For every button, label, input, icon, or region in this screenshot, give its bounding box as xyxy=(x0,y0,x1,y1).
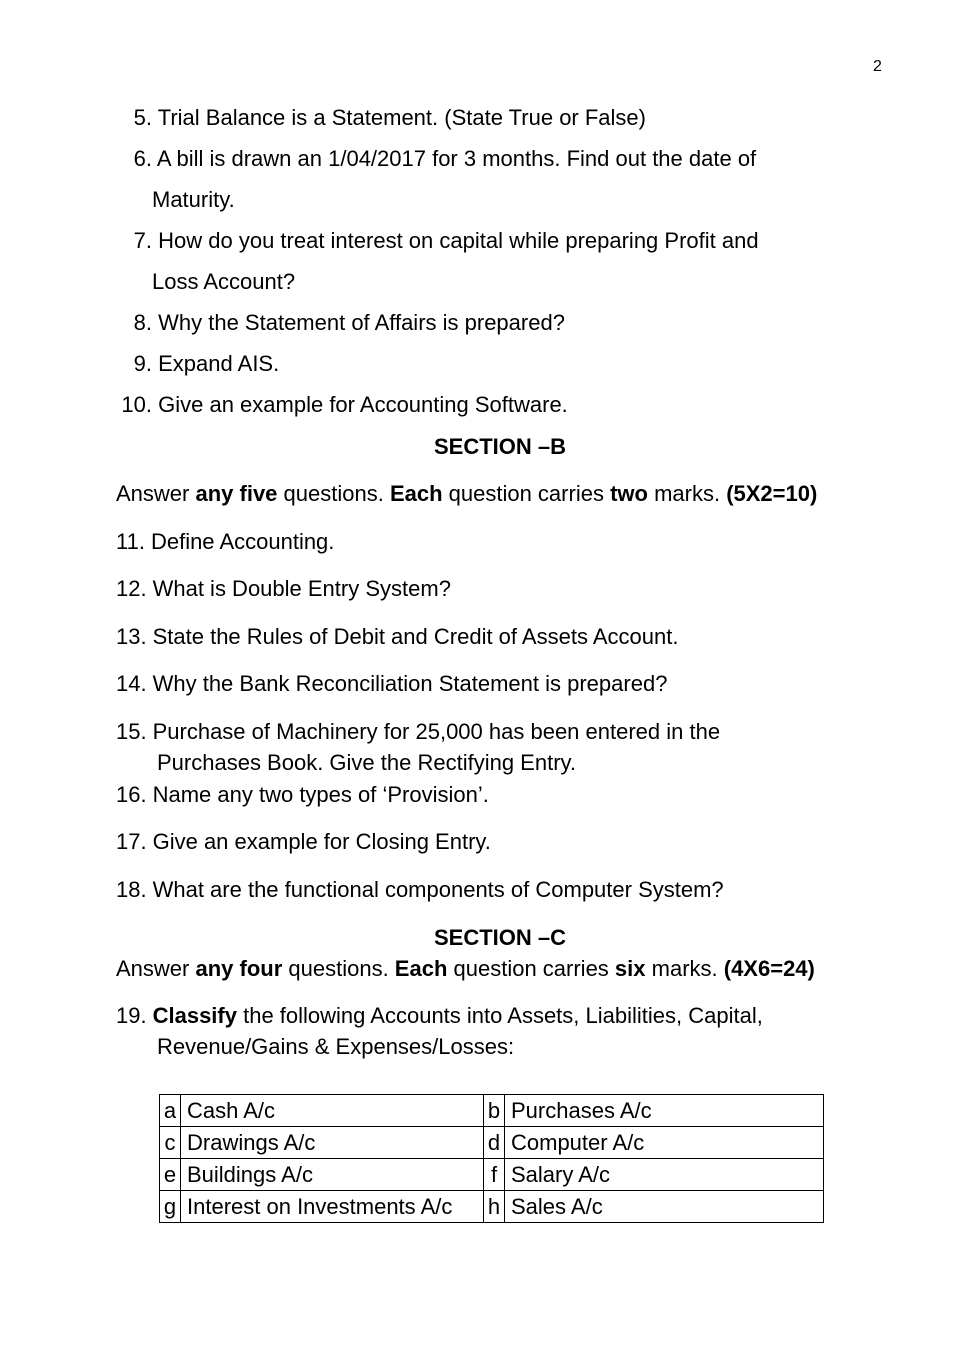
table-cell-account: Sales A/c xyxy=(505,1191,824,1223)
question-text: Why the Bank Reconciliation Statement is prepared? xyxy=(152,671,668,696)
question-text: Give an example for Accounting Software. xyxy=(158,392,568,417)
instruction-bold: Each xyxy=(389,481,443,506)
table-cell-account: Cash A/c xyxy=(181,1095,484,1127)
table-cell-letter: c xyxy=(160,1127,181,1159)
section-c-title: SECTION –C xyxy=(433,925,567,950)
instruction-text: question carries xyxy=(447,956,615,981)
section-c-instruction xyxy=(116,954,815,984)
table-cell-letter: b xyxy=(484,1095,505,1127)
question-number: 6. xyxy=(133,146,152,171)
question-9 xyxy=(116,349,279,379)
instruction-text: Answer xyxy=(116,481,196,506)
question-16 xyxy=(116,780,489,810)
accounts-table xyxy=(159,1094,824,1223)
marks-summary: (5X2=10) xyxy=(726,481,818,506)
question-text-continued: Revenue/Gains & Expenses/Losses: xyxy=(157,1034,515,1059)
section-b-instruction xyxy=(116,479,817,509)
question-text: Trial Balance is a Statement. (State True or False) xyxy=(157,105,646,130)
question-8 xyxy=(116,308,565,338)
question-number: 11. xyxy=(116,529,145,554)
table-cell-account: Computer A/c xyxy=(505,1127,824,1159)
question-11 xyxy=(116,527,334,557)
question-text: What is Double Entry System? xyxy=(152,576,451,601)
question-text-continued: Maturity. xyxy=(152,187,235,212)
question-number: 12. xyxy=(116,576,147,601)
question-13 xyxy=(116,622,678,652)
question-text: State the Rules of Debit and Credit of Assets Account. xyxy=(152,624,679,649)
instruction-text: question carries xyxy=(442,481,611,506)
table-cell-letter: a xyxy=(160,1095,181,1127)
table-row xyxy=(160,1095,824,1127)
question-number: 16. xyxy=(116,782,147,807)
instruction-text: questions. xyxy=(277,481,390,506)
question-number: 5. xyxy=(133,105,152,130)
question-number: 19. xyxy=(116,1003,147,1028)
question-number: 13. xyxy=(116,624,147,649)
instruction-text: Answer xyxy=(116,956,196,981)
marks-summary: (4X6=24) xyxy=(723,956,815,981)
table-row xyxy=(160,1127,824,1159)
question-number: 17. xyxy=(116,829,147,854)
question-text: Define Accounting. xyxy=(150,529,335,554)
table-cell-letter: e xyxy=(160,1159,181,1191)
table-cell-letter: d xyxy=(484,1127,505,1159)
question-number: 9. xyxy=(133,351,152,376)
question-6 xyxy=(116,144,756,174)
question-text: Give an example for Closing Entry. xyxy=(152,829,491,854)
question-7 xyxy=(116,226,759,256)
question-number: 18. xyxy=(116,877,147,902)
instruction-bold: Each xyxy=(394,956,448,981)
question-12 xyxy=(116,574,451,604)
question-18 xyxy=(116,875,724,905)
question-14 xyxy=(116,669,667,699)
question-number: 7. xyxy=(133,228,152,253)
question-number: 14. xyxy=(116,671,147,696)
instruction-text: marks. xyxy=(647,481,727,506)
question-19 xyxy=(116,1001,763,1031)
instruction-text: questions. xyxy=(282,956,395,981)
table-cell-letter: h xyxy=(484,1191,505,1223)
table-cell-account: Drawings A/c xyxy=(181,1127,484,1159)
table-row xyxy=(160,1191,824,1223)
instruction-bold: six xyxy=(614,956,646,981)
question-text: the following Accounts into Assets, Liabilities, Capital, xyxy=(236,1003,763,1028)
question-text: A bill is drawn an 1/04/2017 for 3 months. Find out the date of xyxy=(156,146,757,171)
question-text-continued: Purchases Book. Give the Rectifying Entry. xyxy=(157,750,576,775)
question-text: Purchase of Machinery for 25,000 has been entered in the xyxy=(152,719,721,744)
instruction-bold: two xyxy=(610,481,648,506)
instruction-text: marks. xyxy=(645,956,724,981)
question-15 xyxy=(116,717,720,747)
question-10 xyxy=(116,390,568,420)
page-number: 2 xyxy=(873,58,882,75)
instruction-bold: any four xyxy=(195,956,283,981)
table-cell-account: Purchases A/c xyxy=(505,1095,824,1127)
table-row xyxy=(160,1159,824,1191)
table-cell-account: Buildings A/c xyxy=(181,1159,484,1191)
question-text: What are the functional components of Computer System? xyxy=(152,877,724,902)
question-number: 8. xyxy=(133,310,152,335)
question-text: Name any two types of ‘Provision’. xyxy=(152,782,489,807)
question-number: 15. xyxy=(116,719,147,744)
question-text-continued: Loss Account? xyxy=(152,269,296,294)
question-number: 10. xyxy=(121,392,152,417)
instruction-bold: any five xyxy=(195,481,278,506)
question-5 xyxy=(116,103,646,133)
question-text: Expand AIS. xyxy=(158,351,280,376)
section-b-title: SECTION –B xyxy=(433,434,567,459)
question-keyword: Classify xyxy=(152,1003,237,1028)
table-cell-account: Salary A/c xyxy=(505,1159,824,1191)
question-text: How do you treat interest on capital while preparing Profit and xyxy=(158,228,759,253)
question-text: Why the Statement of Affairs is prepared? xyxy=(158,310,565,335)
table-cell-letter: f xyxy=(484,1159,505,1191)
table-cell-account: Interest on Investments A/c xyxy=(181,1191,484,1223)
question-17 xyxy=(116,827,491,857)
table-cell-letter: g xyxy=(160,1191,181,1223)
